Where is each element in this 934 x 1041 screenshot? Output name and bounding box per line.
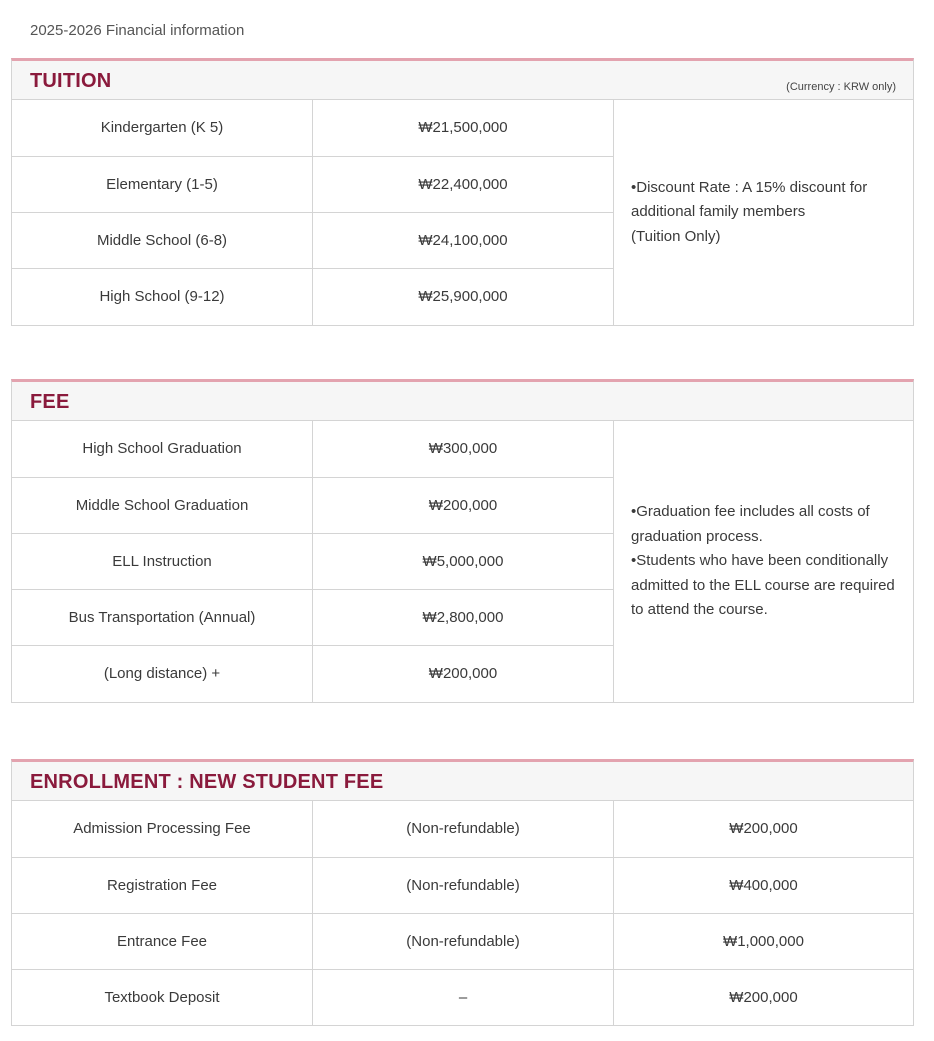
tuition-header [11, 58, 914, 100]
page-title: 2025-2026 Financial information [30, 22, 245, 39]
enrollment-amount: ₩200,000 [614, 801, 914, 857]
table-row [12, 913, 914, 969]
fee-amount: ₩200,000 [313, 645, 614, 702]
fee-label: Bus Transportation (Annual) [12, 589, 313, 645]
tuition-amount: ₩25,900,000 [313, 268, 614, 325]
fee-note-line: •Students who have been conditionally admitted to the ELL course are required to attend the course. [631, 552, 895, 618]
fee-label: High School Graduation [12, 421, 313, 477]
enrollment-refund: – [313, 969, 614, 1025]
fee-amount: ₩300,000 [313, 421, 614, 477]
tuition-note [614, 100, 914, 325]
enrollment-amount: ₩400,000 [614, 857, 914, 913]
fee-note-line: •Graduation fee includes all costs of graduation process. [631, 503, 870, 545]
enrollment-refund: (Non-refundable) [313, 801, 614, 857]
tuition-table [11, 100, 914, 326]
enrollment-section [11, 759, 914, 1026]
fee-amount: ₩5,000,000 [313, 533, 614, 589]
tuition-amount: ₩22,400,000 [313, 156, 614, 212]
table-row [12, 969, 914, 1025]
enrollment-refund: (Non-refundable) [313, 857, 614, 913]
enrollment-label: Textbook Deposit [12, 969, 313, 1025]
fee-amount: ₩2,800,000 [313, 589, 614, 645]
fee-note [614, 421, 914, 702]
tuition-label: High School (9-12) [12, 268, 313, 325]
tuition-amount: ₩24,100,000 [313, 212, 614, 268]
enrollment-header [11, 759, 914, 801]
currency-note: (Currency : KRW only) [786, 81, 896, 93]
enrollment-title: ENROLLMENT : NEW STUDENT FEE [30, 771, 384, 793]
enrollment-label: Registration Fee [12, 857, 313, 913]
fee-amount: ₩200,000 [313, 477, 614, 533]
tuition-amount: ₩21,500,000 [313, 100, 614, 156]
tuition-title: TUITION [30, 70, 112, 92]
tuition-note-line: •Discount Rate : A 15% discount for additional family members [631, 178, 868, 220]
table-row [12, 801, 914, 857]
tuition-note-line: (Tuition Only) [631, 227, 721, 245]
enrollment-refund: (Non-refundable) [313, 913, 614, 969]
tuition-section [11, 58, 914, 326]
table-row [12, 100, 914, 156]
tuition-label: Elementary (1-5) [12, 156, 313, 212]
fee-header [11, 379, 914, 421]
table-row [12, 857, 914, 913]
tuition-label: Kindergarten (K 5) [12, 100, 313, 156]
fee-label: (Long distance) + [12, 645, 313, 702]
fee-table [11, 421, 914, 703]
fee-label: ELL Instruction [12, 533, 313, 589]
enrollment-label: Entrance Fee [12, 913, 313, 969]
enrollment-amount: ₩1,000,000 [614, 913, 914, 969]
fee-label: Middle School Graduation [12, 477, 313, 533]
fee-section [11, 379, 914, 703]
enrollment-amount: ₩200,000 [614, 969, 914, 1025]
enrollment-table [11, 801, 914, 1026]
fee-title: FEE [30, 391, 70, 413]
enrollment-label: Admission Processing Fee [12, 801, 313, 857]
table-row [12, 421, 914, 477]
tuition-label: Middle School (6-8) [12, 212, 313, 268]
